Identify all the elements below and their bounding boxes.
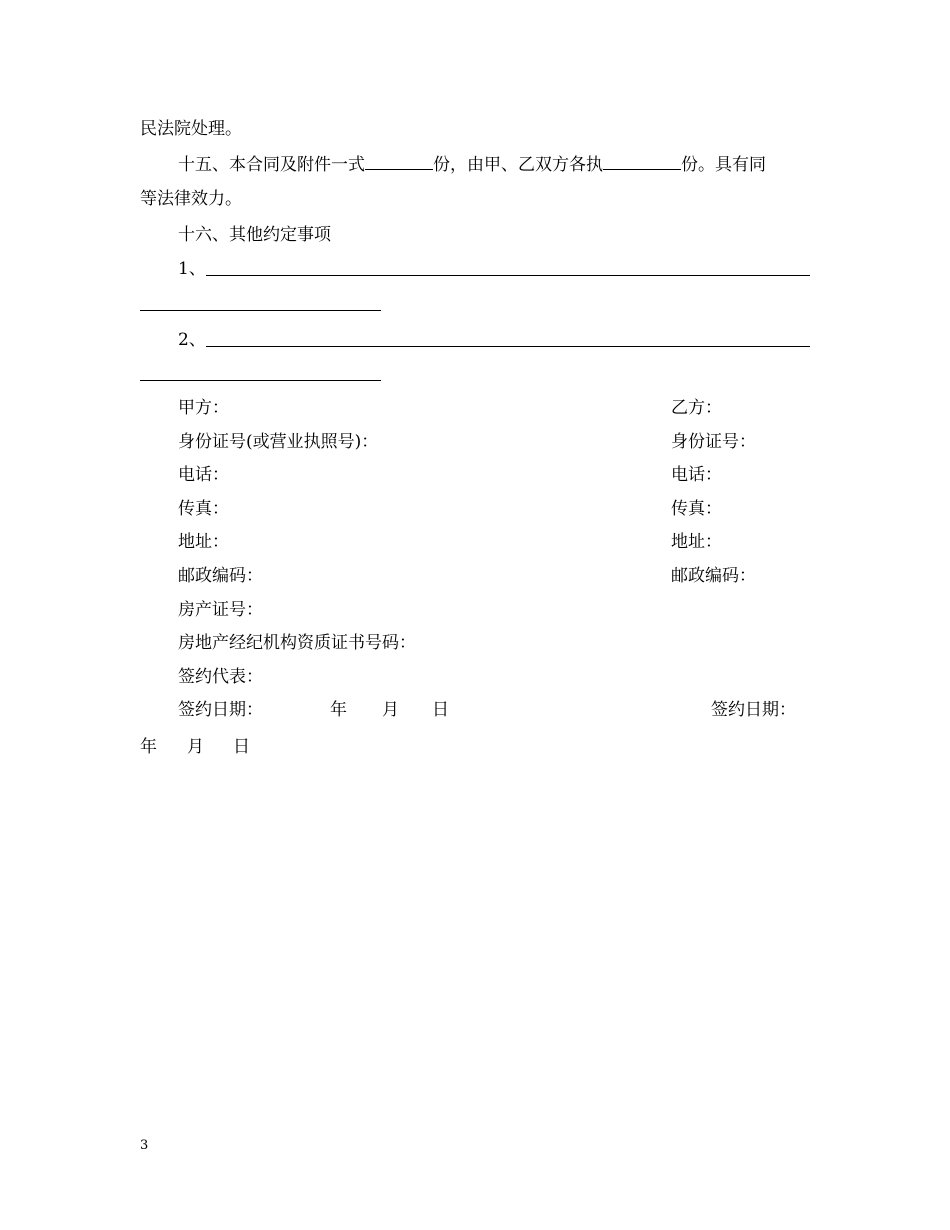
party-b-sign-date-label: 签约日期： [711,700,796,720]
party-a-sign-date-label: 签约日期： [178,700,263,720]
item-1-blank-continuation[interactable] [140,310,381,311]
clause-15-part3: 份。具有同 [681,155,766,175]
party-a-phone-label: 电话： [178,465,229,485]
party-a-sign-year: 年 [330,700,347,720]
party-a-address-label: 地址： [178,532,229,552]
item-1-label: 1、 [178,259,206,279]
party-b-postcode-label: 邮政编码： [671,566,756,586]
party-b-fax-label: 传真： [671,499,722,519]
party-b-id-label: 身份证号： [671,432,756,452]
party-b-sign-month: 月 [187,737,204,757]
party-b-label: 乙方： [671,398,722,418]
party-b-sign-year: 年 [140,737,157,757]
item-2-blank-continuation[interactable] [140,380,381,381]
party-a-representative-label: 签约代表： [178,667,263,687]
clause-15-part4: 等法律效力。 [140,189,242,209]
party-b-sign-day: 日 [233,737,250,757]
party-a-postcode-label: 邮政编码： [178,566,263,586]
party-a-id-label: 身份证号(或营业执照号)： [178,432,379,452]
item-2-blank-line[interactable] [206,346,810,347]
party-a-property-cert-label: 房产证号： [178,600,263,620]
party-a-sign-month: 月 [382,700,399,720]
copies-total-blank[interactable] [365,153,433,170]
text-continuation: 民法院处理。 [140,119,242,139]
copies-each-blank[interactable] [603,153,681,170]
party-a-agency-cert-label: 房地产经纪机构资质证书号码： [178,633,416,653]
clause-15-part2: 份，由甲、乙双方各执 [433,155,603,175]
clause-16-title: 十六、其他约定事项 [178,225,331,245]
page-number: 3 [140,1138,149,1153]
party-b-address-label: 地址： [671,532,722,552]
party-a-sign-day: 日 [432,700,449,720]
item-2-label: 2、 [178,330,206,350]
party-a-fax-label: 传真： [178,499,229,519]
party-a-label: 甲方： [178,398,229,418]
clause-15-line [178,153,766,176]
clause-15-part1: 十五、本合同及附件一式 [178,155,365,175]
party-b-phone-label: 电话： [671,465,722,485]
item-1-blank-line[interactable] [206,275,810,276]
